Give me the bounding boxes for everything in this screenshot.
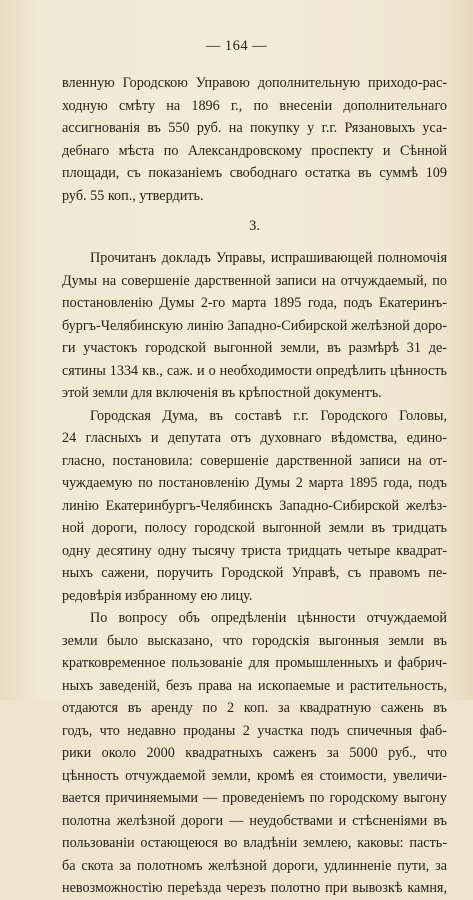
text-line: ходную смѣту на 1896 г., по внесеніи дополнительнаго <box>62 97 447 114</box>
text-line: 24 гласныхъ и депутата отъ духовнаго вѣдомства, едино- <box>62 430 447 446</box>
text-line: годъ, что недавно проданы 2 участка подъ спичечныя фаб- <box>62 722 447 739</box>
text-line: ба скота за полотномъ желѣзной дороги, удлинненіе пути, за <box>62 857 447 874</box>
text-line: рики около 2000 квадратныхъ саженъ за 5000 руб., что <box>62 745 447 761</box>
text-line: отдаются въ аренду по 2 коп. за квадратную сажень въ <box>62 700 447 716</box>
text-line: пользованіи остающеюся во владѣніи землею, каковы: пасть- <box>62 835 447 851</box>
text-line: невозможностію переѣзда черезъ полотно при вывозкѣ камня, <box>62 880 447 896</box>
text-line: цѣнность отчуждаемой земли, кромѣ ея стоимости, увеличи- <box>62 767 447 784</box>
text-line: этой земли для включенія въ крѣпостной документъ. <box>62 385 382 401</box>
text-line: вленную Городскою Управою дополнительную приходо-рас- <box>62 75 447 91</box>
section-number: 3. <box>249 218 260 234</box>
text-line: дебнаго мѣста по Александровскому проспекту и Сѣнной <box>62 142 447 159</box>
text-line: вается причиняемыми — проведеніемъ по городскому выгону <box>62 790 447 806</box>
text-line: ныхъ сажени, поручить Городской Управѣ, съ правомъ пе- <box>62 565 447 581</box>
paragraph-1 <box>62 72 447 207</box>
text-line: одну десятину одну тысячу триста тридцать четыре квадрат- <box>62 542 447 559</box>
text-line: полотна желѣзной дороги — неудобствами и стѣсненіями въ <box>62 812 447 829</box>
text-line: ассигнованія въ 550 руб. на покупку у г.г. Рязановыхъ уса- <box>62 120 447 136</box>
text-line: Прочитанъ докладъ Управы, испрашивающей полномочія <box>90 250 447 266</box>
text-line: линію Екатеринбургъ-Челябинскъ Западно-Сибирской желѣз- <box>62 497 447 514</box>
text-line: сятины 1334 кв., саж. и о необходимости опредѣлить цѣнность <box>62 362 447 379</box>
text-line: редовѣрія избранному ею лицу. <box>62 587 253 604</box>
text-line: площади, съ показаніемъ свободнаго остатка въ суммѣ 109 <box>62 165 447 181</box>
text-line: ги участокъ городской выгонной земли, въ размѣрѣ 31 де- <box>62 340 447 356</box>
text-line: гласно, постановила: совершеніе дарственной записи на от- <box>62 452 447 469</box>
text-line: ной дороги, полосу городской выгонной земли въ тридцать <box>62 520 447 536</box>
text-line: бургъ-Челябинскую линію Западно-Сибирской желѣзной доро- <box>62 317 447 334</box>
text-line: Думы на совершеніе дарственной записи на отчуждаемый, по <box>62 272 447 289</box>
text-line: ныхъ заведеній, безъ права на ископаемые и растительность, <box>62 677 447 694</box>
text-line: чуждаемую по постановленію Думы 2 марта 1895 года, подъ <box>62 475 447 491</box>
text-line: руб. 55 коп., утвердить. <box>62 187 204 204</box>
paragraph-2 <box>62 247 447 405</box>
paragraph-4 <box>62 607 447 900</box>
body-text <box>62 72 447 900</box>
page-number: — 164 — <box>205 38 268 54</box>
text-line: По вопросу объ опредѣленіи цѣнности отчуждаемой <box>90 610 447 626</box>
text-line: кратковременное пользованіе для промышленныхъ и фабрич- <box>62 655 447 671</box>
paragraph-3 <box>62 405 447 608</box>
text-line: Городская Дума, въ составѣ г.г. Городского Головы, <box>90 407 447 424</box>
text-line: земли было высказано, что городскія выгонныя земли въ <box>62 632 447 649</box>
text-line: постановленію Думы 2-го марта 1895 года, подъ Екатеринъ- <box>62 295 447 311</box>
